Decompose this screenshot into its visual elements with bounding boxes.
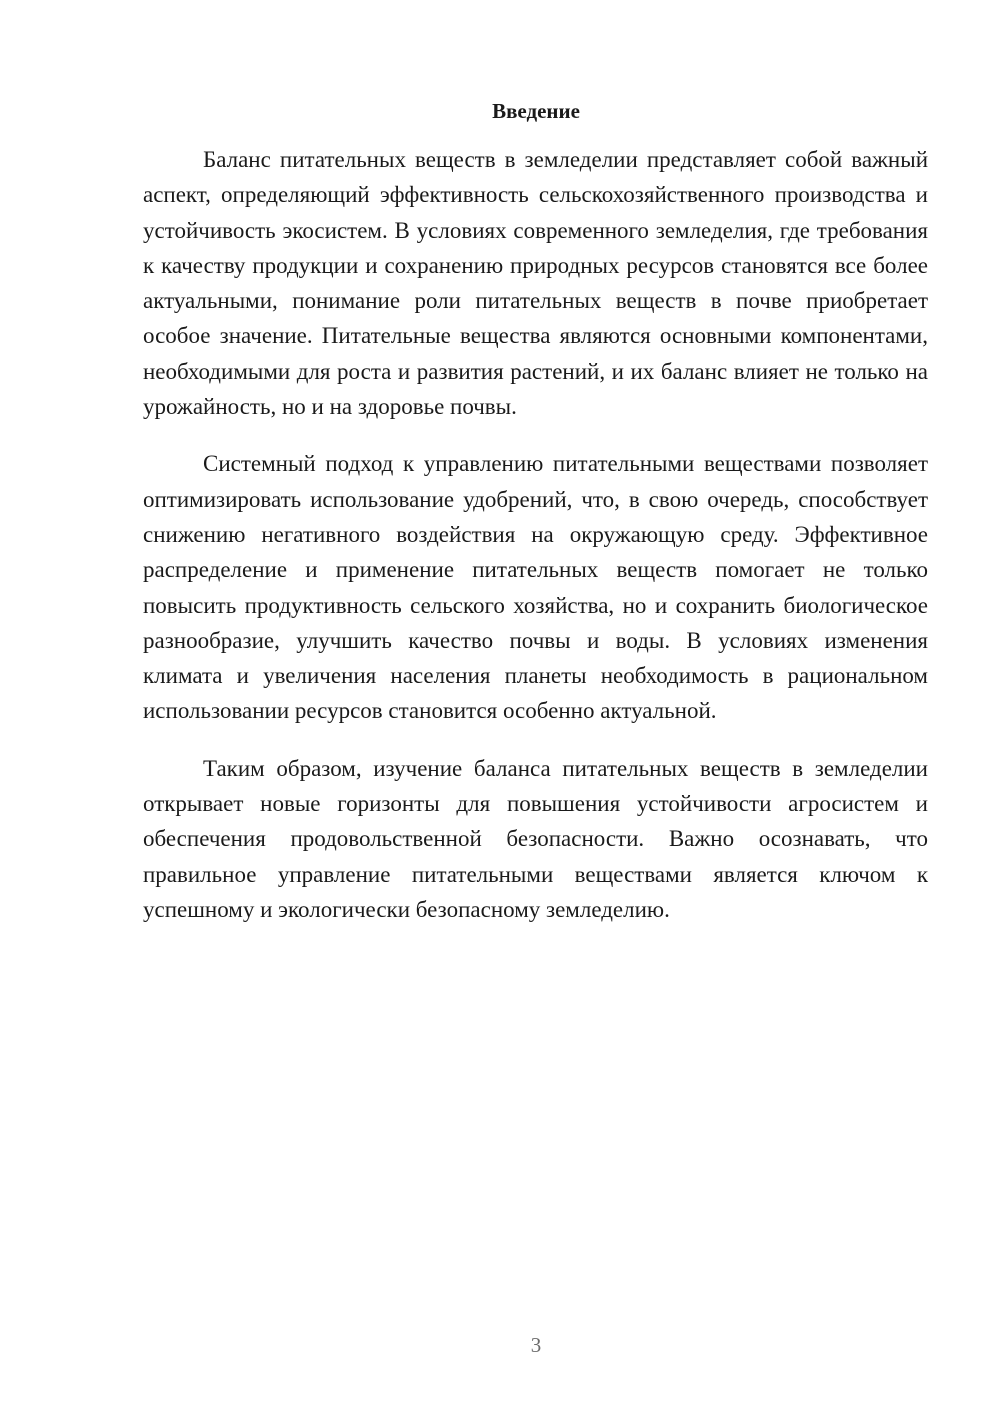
paragraph: Системный подход к управлению питательными веществами позволяет оптимизировать использование удобрений, что, в свою очередь, способствует снижению негативного воздействия на окружающую среду. Эффективное распределение и применение питательных веществ помогает не только повысить продуктивность сельского хозяйства, но и сохранить биологическое разнообразие, улучшить качество почвы и воды. В условиях изменения климата и увеличения населения планеты необходимость в рациональном использовании ресурсов становится особенно актуальной. bbox=[143, 451, 928, 724]
section-heading: Введение bbox=[492, 99, 580, 123]
body-text bbox=[143, 142, 928, 949]
paragraph: Баланс питательных веществ в земледелии представляет собой важный аспект, определяющий эффективность сельскохозяйственного производства и устойчивость экосистем. В условиях современного земледелия, где требования к качеству продукции и сохранению природных ресурсов становятся все более актуальными, понимание роли питательных веществ в почве приобретает особое значение. Питательные вещества являются основными компонентами, необходимыми для роста и развития растений, и их баланс влияет не только на урожайность, но и на здоровье почвы. bbox=[143, 147, 928, 420]
page-number: 3 bbox=[530, 1333, 542, 1357]
paragraph: Таким образом, изучение баланса питательных веществ в земледелии открывает новые горизонты для повышения устойчивости агросистем и обеспечения продовольственной безопасности. Важно осознавать, что правильное управление питательными веществами является ключом к успешному и экологически безопасному земледелию. bbox=[143, 755, 928, 922]
